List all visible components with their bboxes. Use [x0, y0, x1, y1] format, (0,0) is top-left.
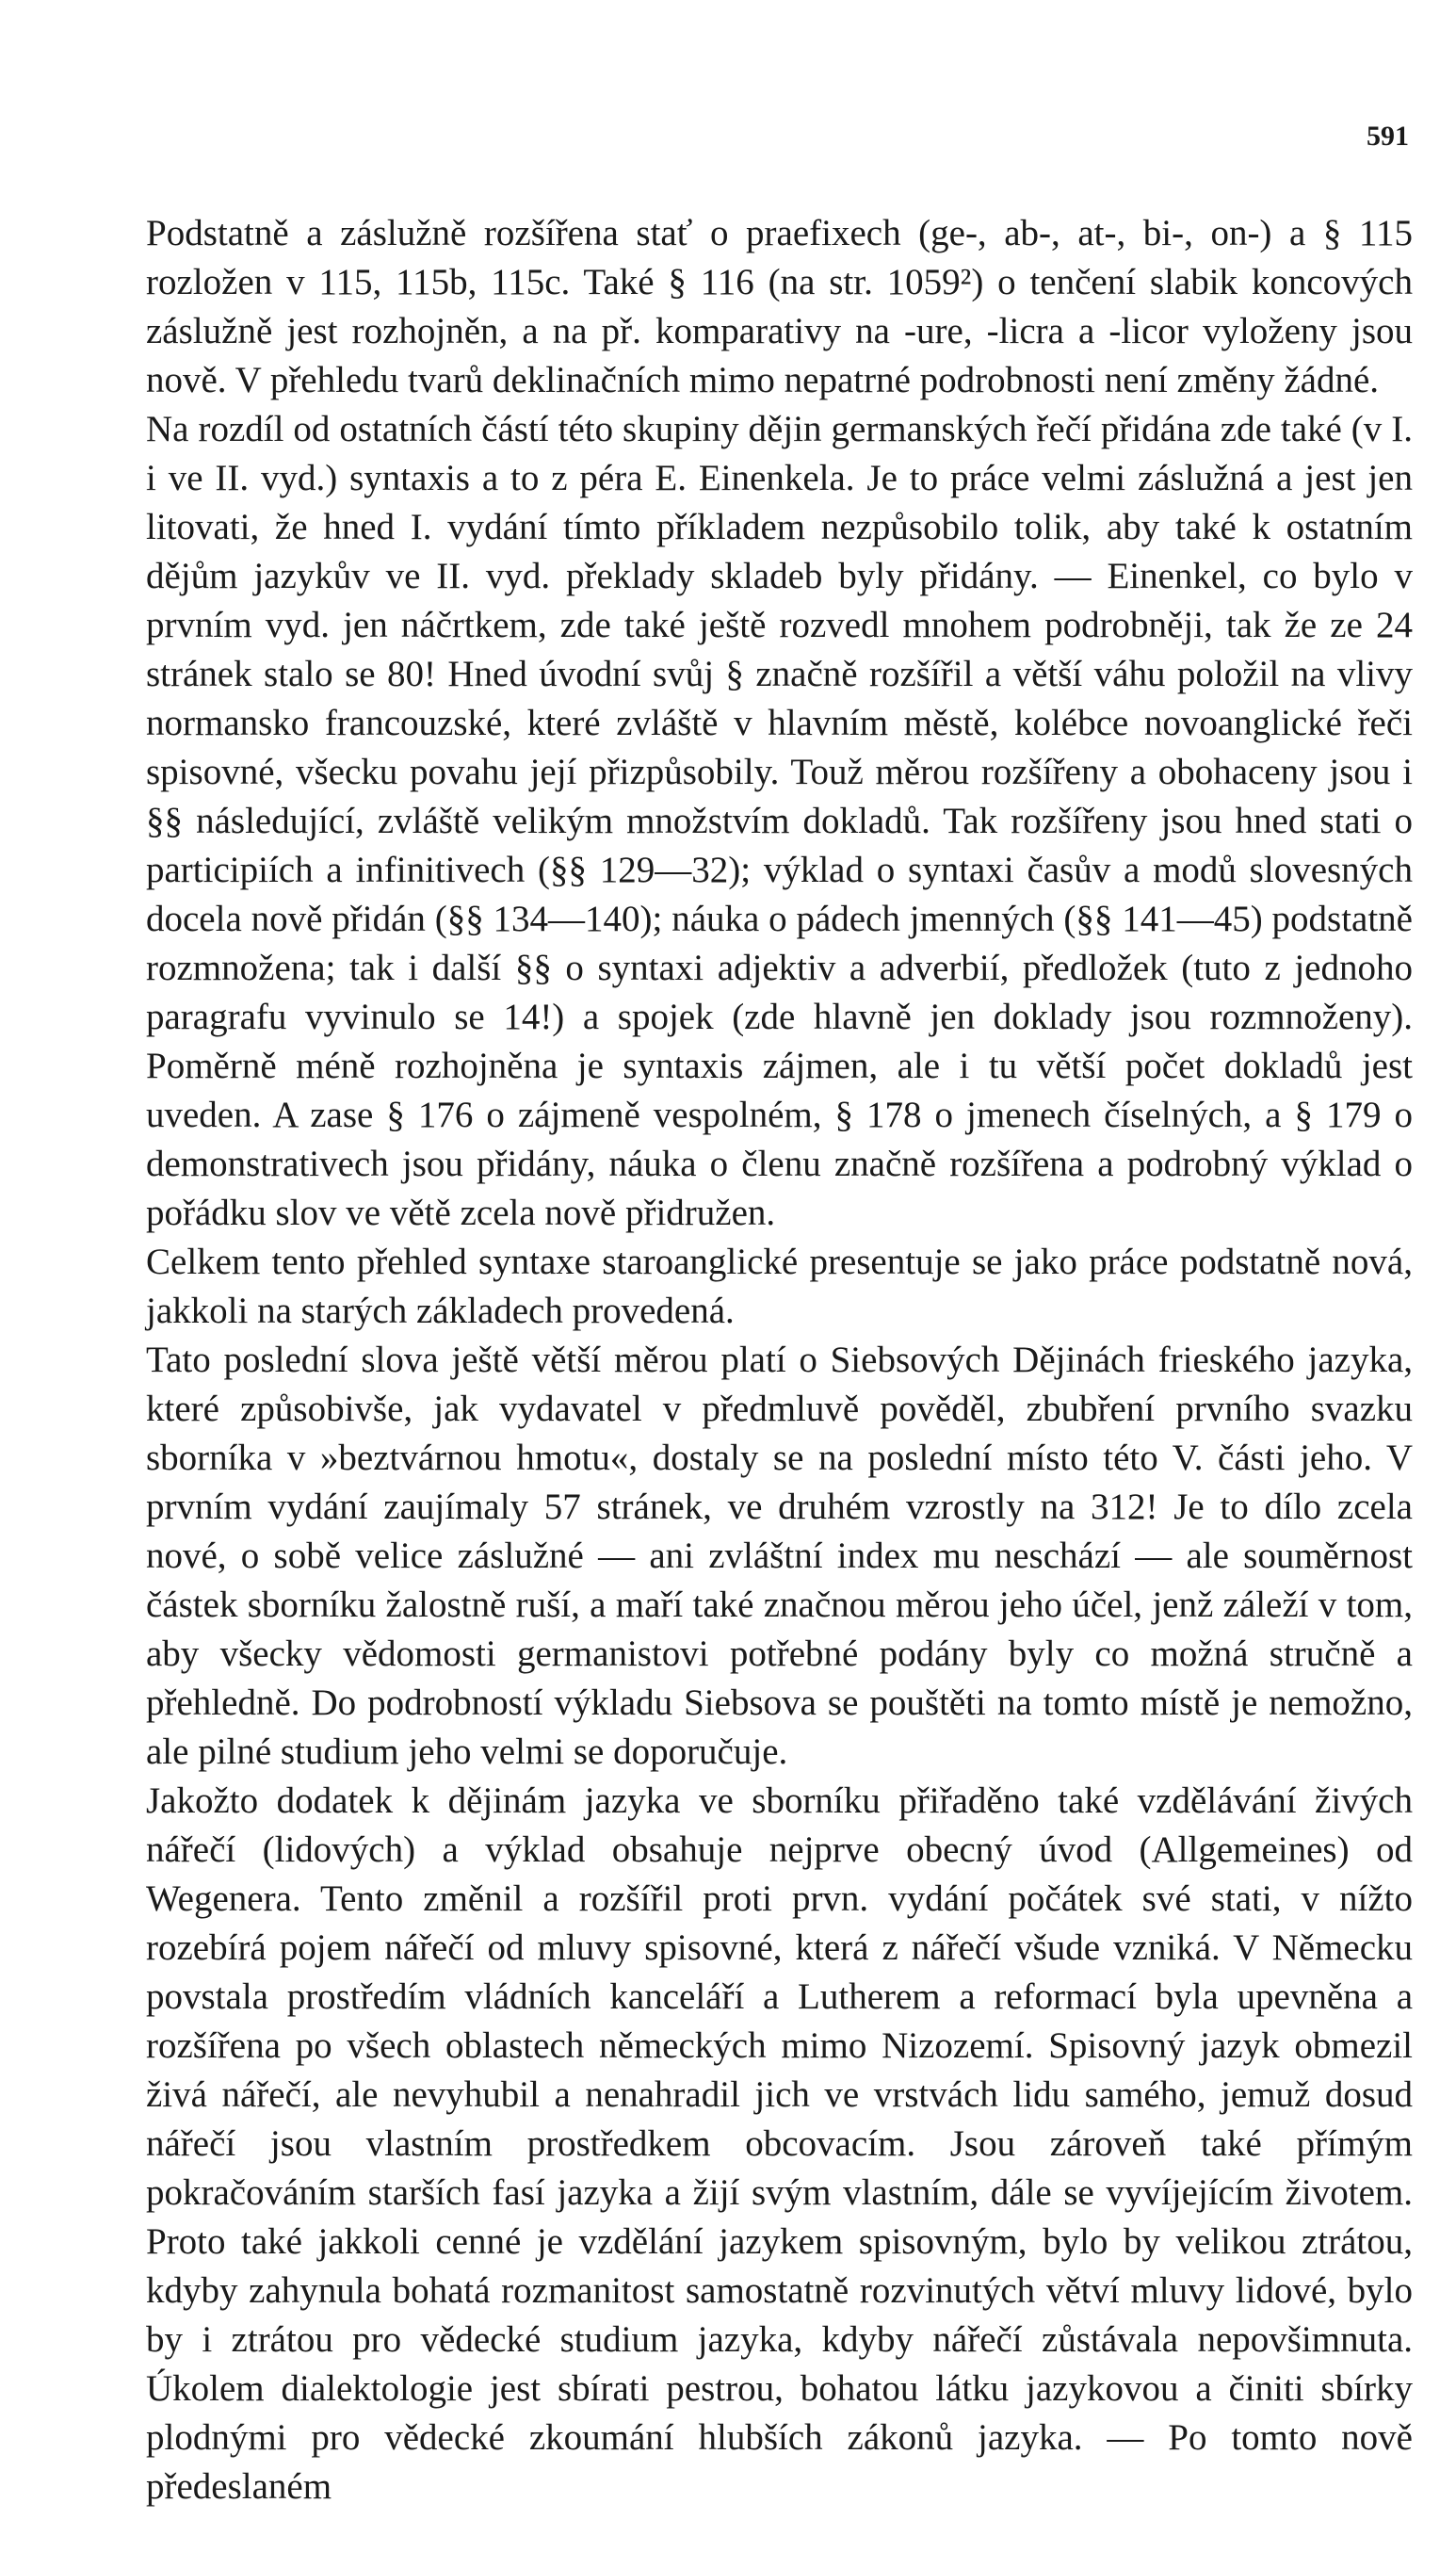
page-number: 591 — [1367, 121, 1409, 152]
paragraph-syntaxis-einenkel: Na rozdíl od ostatních částí této skupiny dějin germanských řečí přidána zde také (v I. i ve II. vyd.) syntaxis a to z péra E. Einenkela. Je to práce velmi záslužná a jest jen litovati, že hned I. vydání tímto příkladem nezpůsobilo tolik, aby také k ostatním dějům jazykův ve II. vyd. překlady skladeb byly přidány. — Einenkel, co bylo v prvním vyd. jen náčrtkem, zde také ještě rozvedl mnohem podrobněji, tak že ze 24 stránek stalo se 80! Hned úvodní svůj § značně rozšířil a větší váhu položil na vlivy normansko francouzské, které zvláště v hlavním městě, kolébce novoanglické řeči spisovné, všecku povahu její přizpůsobily. Touž měrou rozšířeny a obohaceny jsou i §§ následující, zvláště velikým množstvím dokladů. Tak rozšířeny jsou hned stati o participiích a infinitivech (§§ 129—32); výklad o syntaxi časův a modů slovesných docela nově přidán (§§ 134—140); náuka o pádech jmenných (§§ 141—45) podstatně rozmnožena; tak i další §§ o syntaxi adjektiv a adverbií, předložek (tuto z jednoho paragrafu vyvinulo se 14!) a spojek (zde hlavně jen doklady jsou rozmnoženy). Poměrně méně rozhojněna je syntaxis zájmen, ale i tu větší počet dokladů jest uveden. A zase § 176 o zájmeně vespolném, § 178 o jmenech číselných, a § 179 o demonstrativech jsou přidány, náuka o členu značně rozšířena a podrobný výklad o pořádku slov ve větě zcela nově přidružen. — [146, 409, 1413, 1233]
paragraph-narecí-wegener: Jakožto dodatek k dějinám jazyka ve sborníku přiřaděno také vzdělávání živých nářečí (lidových) a výklad obsahuje nejprve obecný úvod (Allgemeines) od Wegenera. Tento změnil a rozšířil proti prvn. vydání počátek své stati, v nížto rozebírá pojem nářečí od mluvy spisovné, která z nářečí všude vzniká. V Německu povstala prostředím vládních kanceláří a Lutherem a reformací byla upevněna a rozšířena po všech oblastech německých mimo Nizozemí. Spisovný jazyk obmezil živá nářečí, ale nevyhubil a nenahradil jich ve vrstvách lidu samého, jemuž dosud nářečí jsou vlastním prostředkem obcovacím. Jsou zároveň také přímým pokračováním starších fasí jazyka a žijí svým vlastním, dále se vyvíjejícím životem. Proto také jakkoli cenné je vzdělání jazykem spisovným, bylo by velikou ztrátou, kdyby zahynula bohatá rozmanitost samostatně rozvinutých větví mluvy lidové, bylo by i ztrátou pro vědecké studium jazyka, kdyby nářečí zůstávala nepovšimnuta. Úkolem dialektologie jest sbírati pestrou, bohatou látku jazykovou a činiti sbírky plodnými pro vědecké zkoumání hlubších zákonů jazyka. — Po tomto nově předeslaném — [146, 1780, 1413, 2507]
paragraph-celkem: Celkem tento přehled syntaxe staroanglické presentuje se jako práce podstatně nová, jakkoli na starých základech provedená. — [146, 1242, 1413, 1331]
body-text — [146, 209, 1413, 2511]
paragraph-siebs: Tato poslední slova ještě větší měrou platí o Siebsových Dějinách frieského jazyka, které způsobivše, jak vydavatel v předmluvě pověděl, zbubření prvního svazku sborníka v »beztvárnou hmotu«, dostaly se na poslední místo této V. části jeho. V prvním vydání zaujímaly 57 stránek, ve druhém vzrostly na 312! Je to dílo zcela nové, o sobě velice záslužné — ani zvláštní index mu neschází — ale souměrnost částek sborníku žalostně ruší, a maří také značnou měrou jeho účel, jenž záleží v tom, aby všecky vědomosti germanistovi potřebné podány byly co možná stručně a přehledně. Do podrobností výkladu Siebsova se pouštěti na tomto místě je nemožno, ale pilné studium jeho velmi se doporučuje. — [146, 1340, 1413, 1772]
paragraph-praefixy: Podstatně a záslužně rozšířena stať o praefixech (ge-, ab-, at-, bi-, on-) a § 115 rozložen v 115, 115b, 115c. Také § 116 (na str. 1059²) o tenčení slabik koncových záslužně jest rozhojněn, a na př. komparativy na -ure, -licra a -licor vyloženy jsou nově. V přehledu tvarů deklinačních mimo nepatrné podrobnosti není změny žádné. — [146, 213, 1413, 400]
